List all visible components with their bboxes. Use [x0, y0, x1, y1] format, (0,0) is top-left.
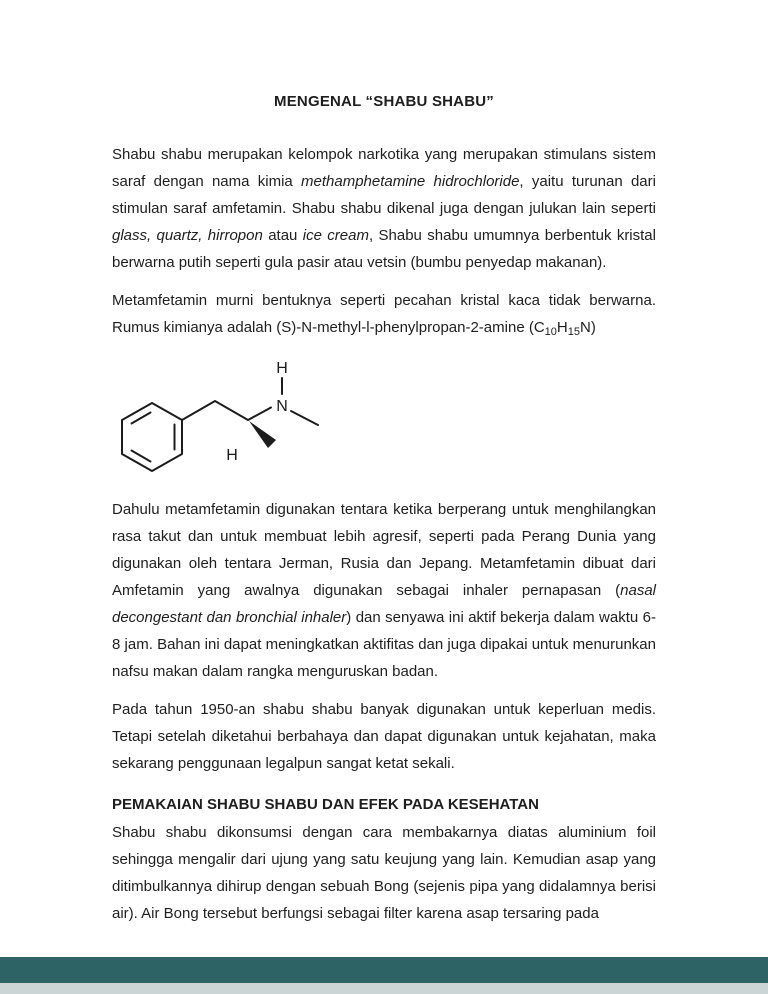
- paragraph-formula: [112, 287, 656, 343]
- section-heading-usage-effects: PEMAKAIAN SHABU SHABU DAN EFEK PADA KESEHATAN: [112, 796, 539, 813]
- text-run: N): [580, 319, 596, 336]
- stereo-wedge-bond: [249, 421, 276, 448]
- paragraph-intro: [112, 141, 656, 276]
- text-run: , Shabu shabu umumnya berbentuk kristal berwarna putih seperti gula pasir atau vetsin (bumbu penyedap makanan).: [112, 227, 656, 271]
- atom-label-h-top: H: [276, 360, 288, 377]
- italic-street-names: glass, quartz, hirropon: [112, 227, 263, 244]
- text-run: Metamfetamin murni bentuknya seperti pecahan kristal kaca tidak berwarna. Rumus kimianya adalah (S)-N-methyl-l-phenylpropan-2-amine (C: [112, 292, 656, 336]
- italic-chemical-name: methamphetamine hidrochloride: [301, 173, 520, 190]
- text-run: , yaitu turunan dari stimulan saraf amfetamin. Shabu shabu dikenal juga dengan julukan lain seperti: [112, 173, 656, 217]
- paragraph-history: [112, 496, 656, 685]
- methamphetamine-structure: [112, 354, 656, 486]
- benzene-ring: [122, 403, 182, 471]
- bottom-strip: [0, 983, 768, 994]
- chain-bond: [182, 401, 248, 420]
- italic-inhaler-terms: nasal decongestant dan bronchial inhaler: [112, 582, 656, 626]
- text-run: H: [556, 319, 568, 336]
- n-methyl-bond: [291, 411, 318, 425]
- italic-street-name-ice-cream: ice cream: [302, 227, 369, 244]
- text-run: atau: [262, 227, 303, 244]
- formula-subscript-10: 10: [544, 326, 557, 338]
- paragraph-medical-use: Pada tahun 1950-an shabu shabu banyak digunakan untuk keperluan medis. Tetapi setelah diketahui berbahaya dan dapat digunakan untuk kejahatan, maka sekarang penggunaan legalpun sangat ketat sekali.: [112, 701, 656, 772]
- formula-subscript-15: 15: [567, 326, 580, 338]
- next-page-top-bar: [0, 957, 768, 983]
- methamphetamine-structure-drawing: [112, 354, 342, 486]
- document-title: MENGENAL “SHABU SHABU”: [274, 93, 494, 110]
- atom-label-h-stereo: H: [226, 447, 238, 464]
- text-run: Shabu shabu merupakan kelompok narkotika yang merupakan stimulans sistem saraf dengan nama kimia: [112, 146, 656, 190]
- paragraph-consumption: Shabu shabu dikonsumsi dengan cara membakarnya diatas aluminium foil sehingga mengalir dari ujung yang satu keujung yang lain. Kemudian asap yang ditimbulkannya dihirup dengan sebuah Bong (sejenis pipa yang didalamnya berisi air). Air Bong tersebut berfungsi sebagai filter karena asap tersaring pada: [112, 824, 656, 922]
- text-run: Dahulu metamfetamin digunakan tentara ketika berperang untuk menghilangkan rasa takut dan untuk membuat lebih agresif, seperti pada Perang Dunia yang digunakan oleh tentara Jerman, Rusia dan Jepang. Metamfetamin dibuat dari Amfetamin yang awalnya digunakan sebagai inhaler pernapasan (: [112, 501, 656, 599]
- text-run: ) dan senyawa ini aktif bekerja dalam waktu 6-8 jam. Bahan ini dapat meningkatkan aktifitas dan juga dipakai untuk menurunkan nafsu makan dalam rangka menguruskan badan.: [112, 609, 656, 680]
- atom-label-nitrogen: N: [276, 398, 288, 415]
- bond-to-nitrogen: [248, 408, 271, 421]
